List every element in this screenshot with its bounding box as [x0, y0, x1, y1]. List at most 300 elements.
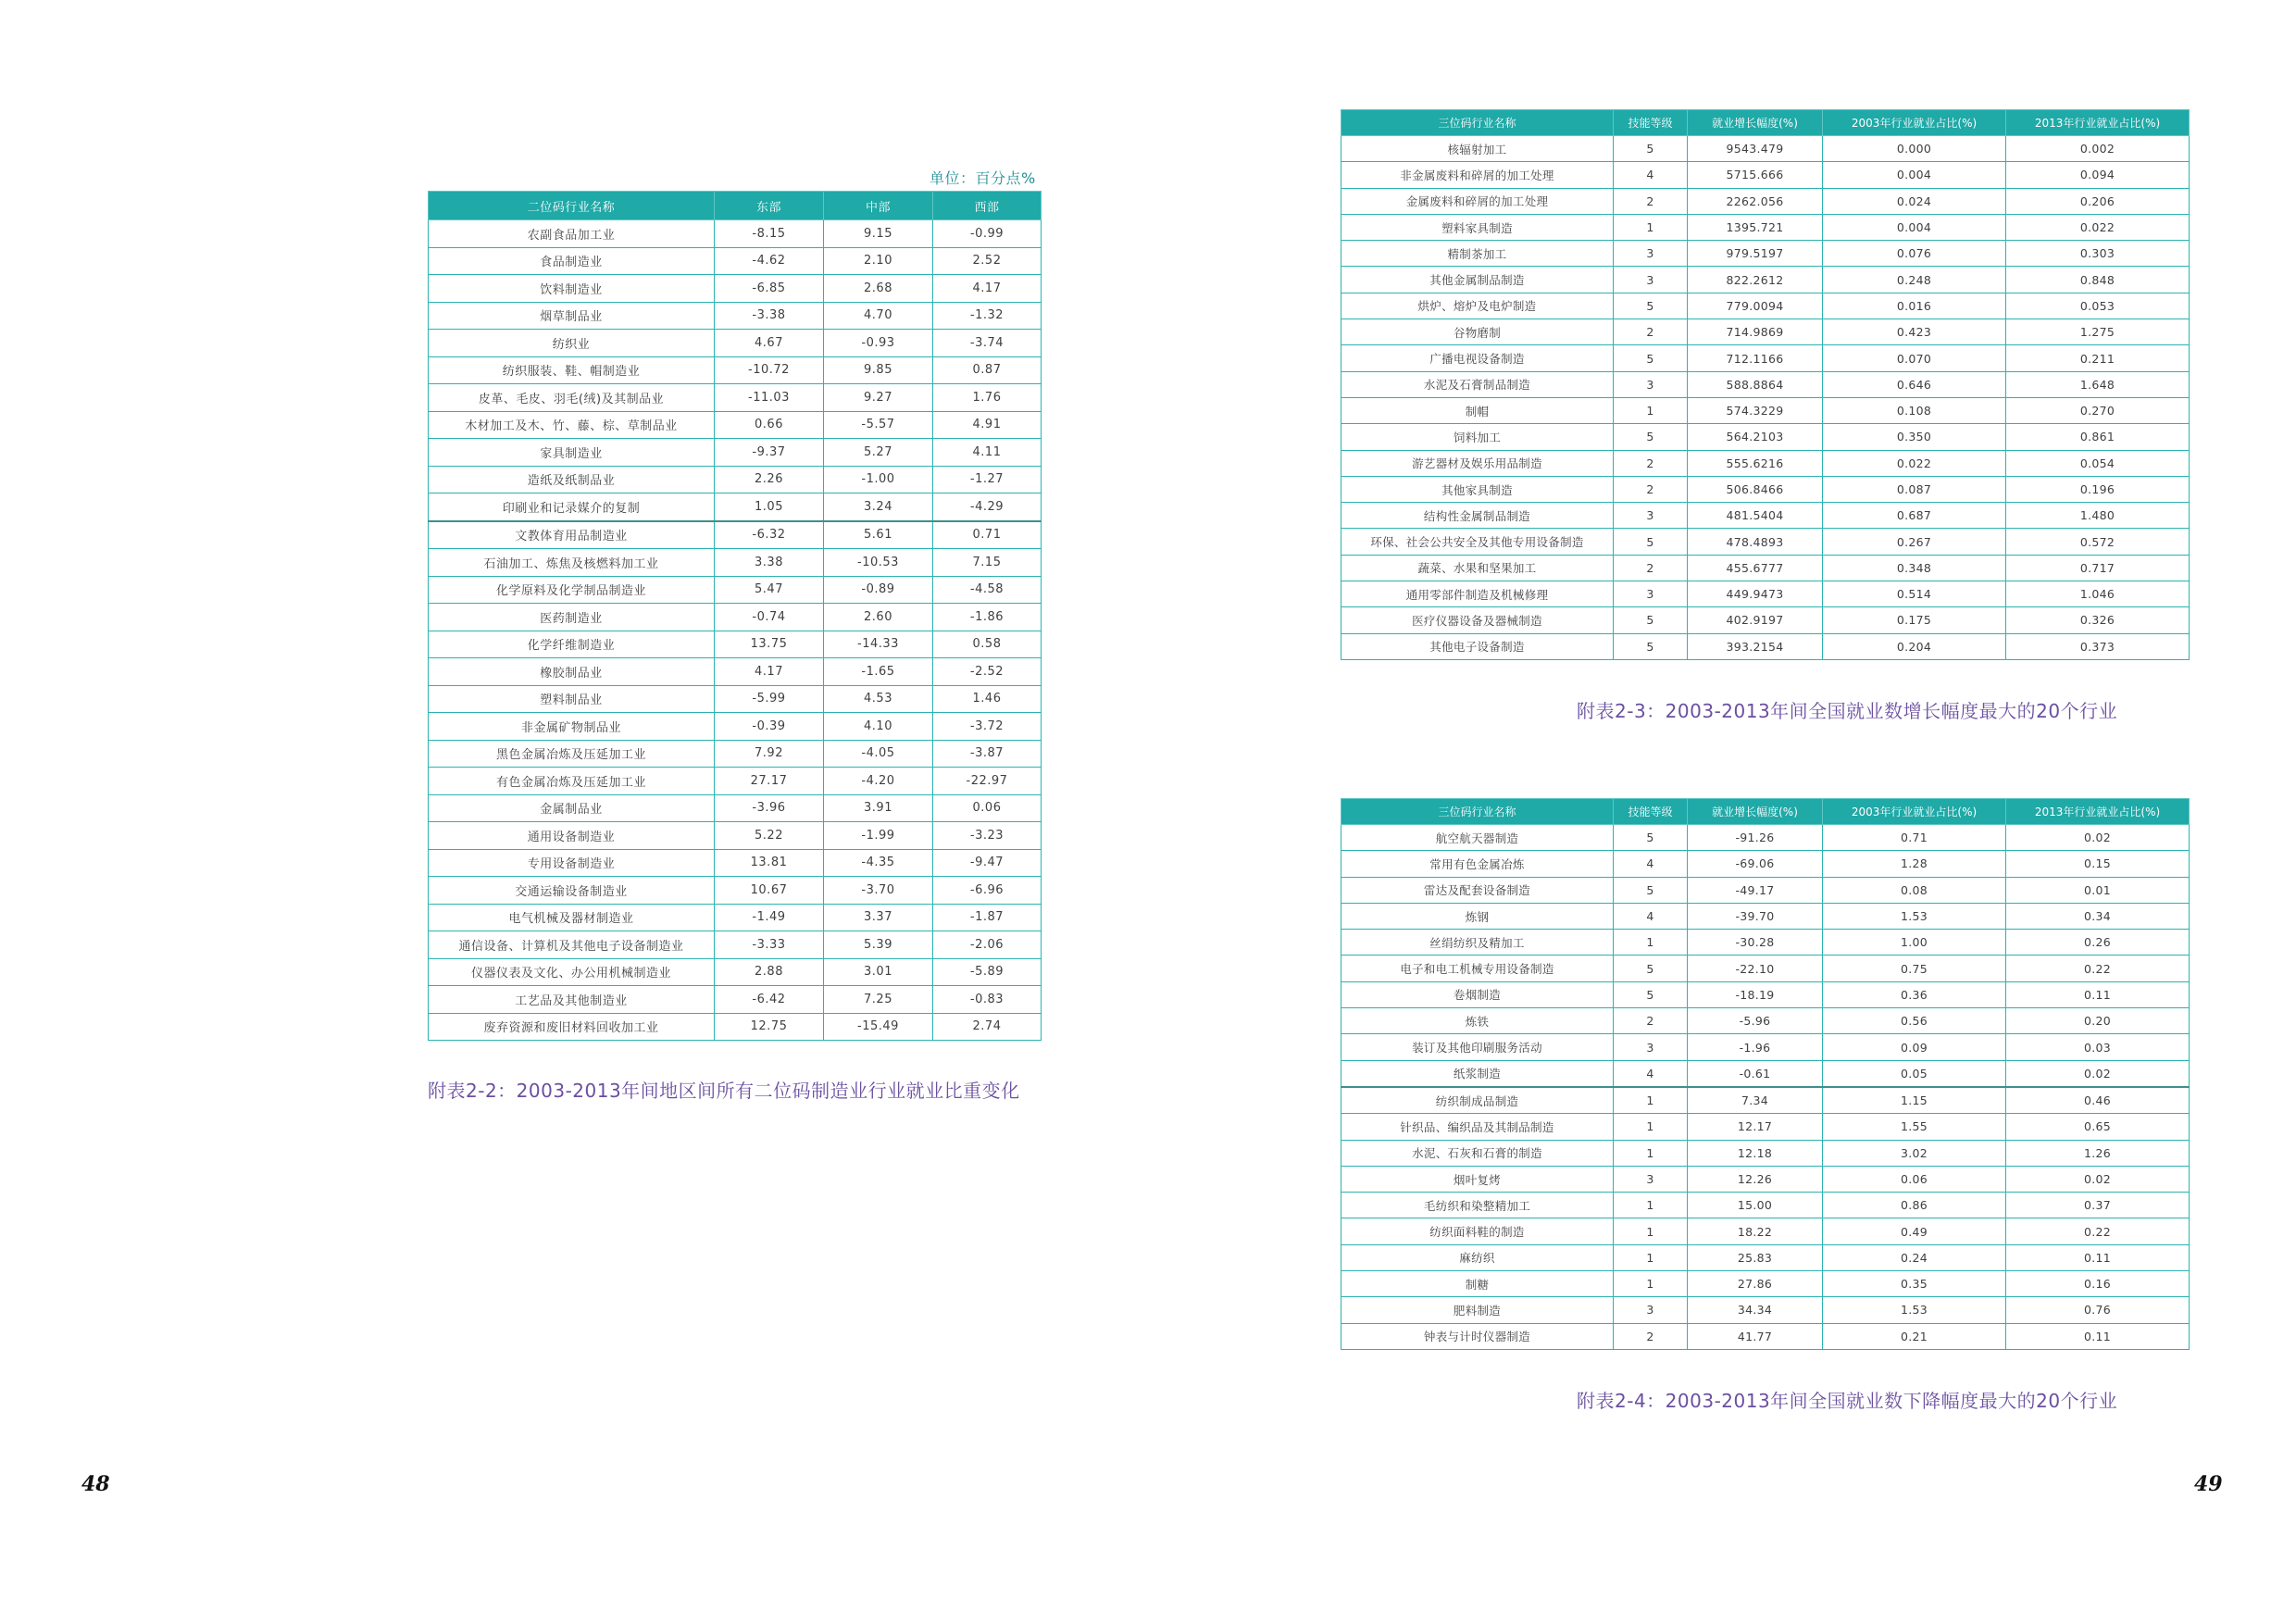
industry-name-cell: 烘炉、熔炉及电炉制造 [1341, 293, 1614, 319]
value-cell: 0.02 [2006, 1166, 2190, 1192]
value-cell: 0.303 [2006, 241, 2190, 267]
column-header: 2013年行业就业占比(%) [2006, 110, 2190, 136]
table-row [429, 1013, 1042, 1041]
industry-name-cell: 印刷业和记录媒介的复制 [429, 493, 715, 521]
value-cell: 0.175 [1823, 607, 2006, 633]
table-row [1341, 1114, 2190, 1140]
value-cell: 0.22 [2006, 1218, 2190, 1244]
industry-name-cell: 烟叶复烤 [1341, 1166, 1614, 1192]
value-cell: -4.20 [824, 768, 933, 795]
value-cell: 2 [1614, 476, 1688, 502]
industry-name-cell: 丝绢纺织及精加工 [1341, 930, 1614, 956]
value-cell: 0.86 [1823, 1193, 2006, 1218]
value-cell: -5.57 [824, 411, 933, 439]
value-cell: 1.05 [715, 493, 824, 521]
table-row [429, 330, 1042, 357]
value-cell: -6.32 [715, 521, 824, 549]
value-cell: 3.02 [1823, 1140, 2006, 1166]
value-cell: -30.28 [1688, 930, 1823, 956]
value-cell: 5.22 [715, 822, 824, 850]
table-row [1341, 1297, 2190, 1323]
column-header: 2003年行业就业占比(%) [1823, 110, 2006, 136]
value-cell: 4 [1614, 1060, 1688, 1087]
value-cell: -10.72 [715, 356, 824, 384]
value-cell: 714.9869 [1688, 319, 1823, 345]
table-row [429, 931, 1042, 959]
value-cell: 0.35 [1823, 1271, 2006, 1297]
column-header: 三位码行业名称 [1341, 110, 1614, 136]
value-cell: 12.26 [1688, 1166, 1823, 1192]
table-row [429, 493, 1042, 521]
value-cell: -8.15 [715, 220, 824, 248]
value-cell: 0.20 [2006, 1008, 2190, 1034]
value-cell: 5 [1614, 981, 1688, 1007]
value-cell: 0.024 [1823, 188, 2006, 214]
value-cell: 2.26 [715, 466, 824, 493]
table-row [429, 904, 1042, 931]
industry-name-cell: 橡胶制品业 [429, 658, 715, 686]
table-row [1341, 981, 2190, 1007]
value-cell: -0.61 [1688, 1060, 1823, 1087]
value-cell: 0.423 [1823, 319, 2006, 345]
table-row [429, 713, 1042, 741]
value-cell: 7.92 [715, 740, 824, 768]
value-cell: -3.96 [715, 794, 824, 822]
value-cell: -5.96 [1688, 1008, 1823, 1034]
value-cell: 7.34 [1688, 1087, 1823, 1114]
value-cell: 1 [1614, 214, 1688, 240]
value-cell: 0.717 [2006, 555, 2190, 581]
unit-label: 单位：百分点% [930, 169, 1036, 187]
value-cell: 779.0094 [1688, 293, 1823, 319]
table-row [1341, 397, 2190, 423]
value-cell: 0.21 [1823, 1323, 2006, 1349]
value-cell: 0.004 [1823, 162, 2006, 188]
value-cell: 0.211 [2006, 345, 2190, 371]
industry-name-cell: 纺织面料鞋的制造 [1341, 1218, 1614, 1244]
value-cell: -1.49 [715, 904, 824, 931]
value-cell: 4 [1614, 851, 1688, 877]
table-row [1341, 424, 2190, 450]
value-cell: 12.75 [715, 1013, 824, 1041]
value-cell: 3.24 [824, 493, 933, 521]
value-cell: 3 [1614, 241, 1688, 267]
table-row [1341, 903, 2190, 929]
table-row [429, 958, 1042, 986]
industry-name-cell: 纺织服装、鞋、帽制造业 [429, 356, 715, 384]
value-cell: 0.22 [2006, 956, 2190, 981]
value-cell: 1.55 [1823, 1114, 2006, 1140]
value-cell: -4.29 [933, 493, 1042, 521]
value-cell: -3.33 [715, 931, 824, 959]
value-cell: 2.60 [824, 604, 933, 631]
value-cell: 0.054 [2006, 450, 2190, 476]
value-cell: 0.687 [1823, 503, 2006, 529]
table-body [1341, 136, 2190, 660]
value-cell: 3.91 [824, 794, 933, 822]
industry-name-cell: 纺织业 [429, 330, 715, 357]
value-cell: 0.87 [933, 356, 1042, 384]
value-cell: 10.67 [715, 877, 824, 905]
industry-name-cell: 文教体育用品制造业 [429, 521, 715, 549]
industry-name-cell: 非金属矿物制品业 [429, 713, 715, 741]
industry-name-cell: 金属废料和碎屑的加工处理 [1341, 188, 1614, 214]
industry-name-cell: 塑料家具制造 [1341, 214, 1614, 240]
value-cell: 5.47 [715, 576, 824, 604]
column-header: 2003年行业就业占比(%) [1823, 799, 2006, 825]
value-cell: 0.053 [2006, 293, 2190, 319]
value-cell: 0.350 [1823, 424, 2006, 450]
table-row [429, 247, 1042, 275]
industry-name-cell: 木材加工及木、竹、藤、棕、草制品业 [429, 411, 715, 439]
value-cell: 5 [1614, 529, 1688, 555]
value-cell: -15.49 [824, 1013, 933, 1041]
value-cell: 5 [1614, 136, 1688, 162]
table-row [1341, 581, 2190, 607]
value-cell: 0.65 [2006, 1114, 2190, 1140]
value-cell: 2.68 [824, 275, 933, 303]
table-row [429, 794, 1042, 822]
table-row [1341, 1323, 2190, 1349]
value-cell: 0.11 [2006, 1323, 2190, 1349]
value-cell: 5 [1614, 956, 1688, 981]
industry-name-cell: 废弃资源和废旧材料回收加工业 [429, 1013, 715, 1041]
industry-name-cell: 食品制造业 [429, 247, 715, 275]
table-row [429, 521, 1042, 549]
value-cell: 0.11 [2006, 1244, 2190, 1270]
value-cell: 1.76 [933, 384, 1042, 412]
table-row [429, 275, 1042, 303]
industry-name-cell: 制糖 [1341, 1271, 1614, 1297]
table-header-row [1341, 799, 2190, 825]
value-cell: 574.3229 [1688, 397, 1823, 423]
value-cell: 4.70 [824, 302, 933, 330]
value-cell: 0.204 [1823, 633, 2006, 659]
value-cell: 1.00 [1823, 930, 2006, 956]
industry-name-cell: 其他家具制造 [1341, 476, 1614, 502]
value-cell: -69.06 [1688, 851, 1823, 877]
industry-name-cell: 蔬菜、水果和坚果加工 [1341, 555, 1614, 581]
value-cell: 449.9473 [1688, 581, 1823, 607]
value-cell: 1 [1614, 397, 1688, 423]
column-header: 2013年行业就业占比(%) [2006, 799, 2190, 825]
industry-name-cell: 造纸及纸制品业 [429, 466, 715, 493]
value-cell: 4.11 [933, 439, 1042, 467]
value-cell: -4.05 [824, 740, 933, 768]
value-cell: -4.62 [715, 247, 824, 275]
industry-name-cell: 其他金属制品制造 [1341, 267, 1614, 293]
industry-name-cell: 饮料制造业 [429, 275, 715, 303]
industry-name-cell: 饲料加工 [1341, 424, 1614, 450]
value-cell: 712.1166 [1688, 345, 1823, 371]
table-row [429, 986, 1042, 1014]
value-cell: 4.10 [824, 713, 933, 741]
value-cell: -6.85 [715, 275, 824, 303]
value-cell: -3.87 [933, 740, 1042, 768]
table-row [429, 439, 1042, 467]
industry-name-cell: 工艺品及其他制造业 [429, 986, 715, 1014]
table-row [1341, 1244, 2190, 1270]
value-cell: 0.26 [2006, 930, 2190, 956]
industry-name-cell: 纺织制成品制造 [1341, 1087, 1614, 1114]
value-cell: 2.10 [824, 247, 933, 275]
industry-name-cell: 麻纺织 [1341, 1244, 1614, 1270]
value-cell: -1.27 [933, 466, 1042, 493]
industry-name-cell: 非金属废料和碎屑的加工处理 [1341, 162, 1614, 188]
value-cell: 0.76 [2006, 1297, 2190, 1323]
value-cell: 1.480 [2006, 503, 2190, 529]
value-cell: 2262.056 [1688, 188, 1823, 214]
value-cell: 2 [1614, 450, 1688, 476]
value-cell: 27.86 [1688, 1271, 1823, 1297]
value-cell: 393.2154 [1688, 633, 1823, 659]
industry-name-cell: 水泥及石膏制品制造 [1341, 371, 1614, 397]
value-cell: -4.35 [824, 849, 933, 877]
value-cell: -9.37 [715, 439, 824, 467]
table-row [429, 740, 1042, 768]
value-cell: 0.46 [2006, 1087, 2190, 1114]
value-cell: 4.17 [933, 275, 1042, 303]
industry-name-cell: 环保、社会公共安全及其他专用设备制造 [1341, 529, 1614, 555]
value-cell: 9.85 [824, 356, 933, 384]
column-header: 东部 [715, 192, 824, 220]
table-row [1341, 214, 2190, 240]
industry-name-cell: 毛纺织和染整精加工 [1341, 1193, 1614, 1218]
table-row [1341, 1218, 2190, 1244]
table-row [429, 576, 1042, 604]
value-cell: 0.24 [1823, 1244, 2006, 1270]
industry-name-cell: 金属制品业 [429, 794, 715, 822]
value-cell: -22.97 [933, 768, 1042, 795]
industry-name-cell: 炼铁 [1341, 1008, 1614, 1034]
value-cell: 0.34 [2006, 903, 2190, 929]
value-cell: 4.17 [715, 658, 824, 686]
table-row [1341, 1034, 2190, 1060]
value-cell: 34.34 [1688, 1297, 1823, 1323]
value-cell: 0.02 [2006, 825, 2190, 851]
value-cell: -5.99 [715, 685, 824, 713]
industry-name-cell: 通用设备制造业 [429, 822, 715, 850]
table-row [1341, 956, 2190, 981]
value-cell: 0.03 [2006, 1034, 2190, 1060]
table-header-row [1341, 110, 2190, 136]
value-cell: 1 [1614, 930, 1688, 956]
value-cell: -9.47 [933, 849, 1042, 877]
value-cell: 0.094 [2006, 162, 2190, 188]
value-cell: 4 [1614, 903, 1688, 929]
table-row [429, 658, 1042, 686]
value-cell: 5.61 [824, 521, 933, 549]
value-cell: 0.37 [2006, 1193, 2190, 1218]
table-row [1341, 188, 2190, 214]
value-cell: 1 [1614, 1244, 1688, 1270]
industry-name-cell: 纸浆制造 [1341, 1060, 1614, 1087]
value-cell: 12.17 [1688, 1114, 1823, 1140]
value-cell: 1.15 [1823, 1087, 2006, 1114]
value-cell: 3 [1614, 1297, 1688, 1323]
value-cell: 1 [1614, 1218, 1688, 1244]
column-header: 二位码行业名称 [429, 192, 715, 220]
value-cell: 5 [1614, 345, 1688, 371]
value-cell: -4.58 [933, 576, 1042, 604]
table-row [429, 384, 1042, 412]
value-cell: -14.33 [824, 631, 933, 658]
value-cell: 822.2612 [1688, 267, 1823, 293]
industry-name-cell: 广播电视设备制造 [1341, 345, 1614, 371]
industry-name-cell: 肥料制造 [1341, 1297, 1614, 1323]
value-cell: 0.070 [1823, 345, 2006, 371]
value-cell: 1 [1614, 1087, 1688, 1114]
table-row [1341, 319, 2190, 345]
value-cell: -1.87 [933, 904, 1042, 931]
value-cell: 455.6777 [1688, 555, 1823, 581]
table-body [1341, 825, 2190, 1350]
industry-name-cell: 炼钢 [1341, 903, 1614, 929]
value-cell: -6.42 [715, 986, 824, 1014]
value-cell: 0.71 [1823, 825, 2006, 851]
value-cell: 0.11 [2006, 981, 2190, 1007]
value-cell: -1.65 [824, 658, 933, 686]
value-cell: 0.002 [2006, 136, 2190, 162]
industry-name-cell: 通信设备、计算机及其他电子设备制造业 [429, 931, 715, 959]
industry-name-cell: 制帽 [1341, 397, 1614, 423]
value-cell: 5715.666 [1688, 162, 1823, 188]
value-cell: 3 [1614, 371, 1688, 397]
value-cell: 1.26 [2006, 1140, 2190, 1166]
value-cell: 2 [1614, 1008, 1688, 1034]
industry-name-cell: 水泥、石灰和石膏的制造 [1341, 1140, 1614, 1166]
value-cell: 3.01 [824, 958, 933, 986]
table-row [429, 822, 1042, 850]
value-cell: 0.022 [1823, 450, 2006, 476]
value-cell: 12.18 [1688, 1140, 1823, 1166]
value-cell: -1.99 [824, 822, 933, 850]
table-row [1341, 877, 2190, 903]
value-cell: 0.861 [2006, 424, 2190, 450]
table-row [1341, 1193, 2190, 1218]
value-cell: -5.89 [933, 958, 1042, 986]
table-row [1341, 851, 2190, 877]
industry-name-cell: 黑色金属冶炼及压延加工业 [429, 740, 715, 768]
value-cell: 402.9197 [1688, 607, 1823, 633]
industry-name-cell: 皮革、毛皮、羽毛(绒)及其制品业 [429, 384, 715, 412]
table-row [1341, 1271, 2190, 1297]
value-cell: 41.77 [1688, 1323, 1823, 1349]
value-cell: -3.23 [933, 822, 1042, 850]
value-cell: 13.81 [715, 849, 824, 877]
value-cell: 0.076 [1823, 241, 2006, 267]
value-cell: 4 [1614, 162, 1688, 188]
industry-name-cell: 雷达及配套设备制造 [1341, 877, 1614, 903]
industry-name-cell: 医疗仪器设备及器械制造 [1341, 607, 1614, 633]
industry-name-cell: 烟草制品业 [429, 302, 715, 330]
table-row [1341, 476, 2190, 502]
table-row [1341, 1087, 2190, 1114]
column-header: 三位码行业名称 [1341, 799, 1614, 825]
value-cell: 3 [1614, 1034, 1688, 1060]
industry-name-cell: 专用设备制造业 [429, 849, 715, 877]
table-row [1341, 1140, 2190, 1166]
table-row [1341, 633, 2190, 659]
table-row [1341, 162, 2190, 188]
column-header: 中部 [824, 192, 933, 220]
value-cell: 1 [1614, 1140, 1688, 1166]
value-cell: 0.016 [1823, 293, 2006, 319]
value-cell: -1.86 [933, 604, 1042, 631]
industry-name-cell: 化学原料及化学制品制造业 [429, 576, 715, 604]
table-row [1341, 555, 2190, 581]
table-row [1341, 371, 2190, 397]
value-cell: 0.022 [2006, 214, 2190, 240]
table-row [429, 411, 1042, 439]
value-cell: -3.72 [933, 713, 1042, 741]
industry-name-cell: 电子和电工机械专用设备制造 [1341, 956, 1614, 981]
value-cell: 3 [1614, 267, 1688, 293]
industry-name-cell: 钟表与计时仪器制造 [1341, 1323, 1614, 1349]
value-cell: 0.646 [1823, 371, 2006, 397]
value-cell: 4.91 [933, 411, 1042, 439]
column-header: 就业增长幅度(%) [1688, 799, 1823, 825]
value-cell: -6.96 [933, 877, 1042, 905]
value-cell: 25.83 [1688, 1244, 1823, 1270]
table-row [1341, 1060, 2190, 1087]
value-cell: 3.37 [824, 904, 933, 931]
value-cell: 0.16 [2006, 1271, 2190, 1297]
value-cell: 13.75 [715, 631, 824, 658]
table-body [429, 220, 1042, 1041]
value-cell: -22.10 [1688, 956, 1823, 981]
table-row [1341, 1166, 2190, 1192]
value-cell: 0.15 [2006, 851, 2190, 877]
value-cell: 7.15 [933, 549, 1042, 577]
value-cell: -2.06 [933, 931, 1042, 959]
industry-name-cell: 装订及其他印刷服务活动 [1341, 1034, 1614, 1060]
value-cell: 0.06 [1823, 1166, 2006, 1192]
value-cell: 5 [1614, 825, 1688, 851]
industry-name-cell: 游艺器材及娱乐用品制造 [1341, 450, 1614, 476]
value-cell: 0.71 [933, 521, 1042, 549]
table-row [1341, 1008, 2190, 1034]
table-row [1341, 293, 2190, 319]
value-cell: 0.01 [2006, 877, 2190, 903]
table-row [429, 631, 1042, 658]
value-cell: 0.56 [1823, 1008, 2006, 1034]
value-cell: -0.99 [933, 220, 1042, 248]
industry-name-cell: 塑料制品业 [429, 685, 715, 713]
value-cell: 5 [1614, 877, 1688, 903]
table-row [429, 549, 1042, 577]
industry-name-cell: 针织品、编织品及其制品制造 [1341, 1114, 1614, 1140]
value-cell: 0.514 [1823, 581, 2006, 607]
value-cell: 0.000 [1823, 136, 2006, 162]
table-row [1341, 607, 2190, 633]
value-cell: -2.52 [933, 658, 1042, 686]
value-cell: 481.5404 [1688, 503, 1823, 529]
industry-name-cell: 核辐射加工 [1341, 136, 1614, 162]
value-cell: 1 [1614, 1114, 1688, 1140]
value-cell: 2.52 [933, 247, 1042, 275]
table-row [429, 877, 1042, 905]
industry-name-cell: 电气机械及器材制造业 [429, 904, 715, 931]
value-cell: 3.38 [715, 549, 824, 577]
value-cell: -3.70 [824, 877, 933, 905]
value-cell: 0.05 [1823, 1060, 2006, 1087]
value-cell: 0.087 [1823, 476, 2006, 502]
value-cell: -49.17 [1688, 877, 1823, 903]
table-2-3-caption: 附表2-3：2003-2013年间全国就业数增长幅度最大的20个行业 [1577, 700, 2118, 722]
value-cell: 1 [1614, 1193, 1688, 1218]
value-cell: 27.17 [715, 768, 824, 795]
